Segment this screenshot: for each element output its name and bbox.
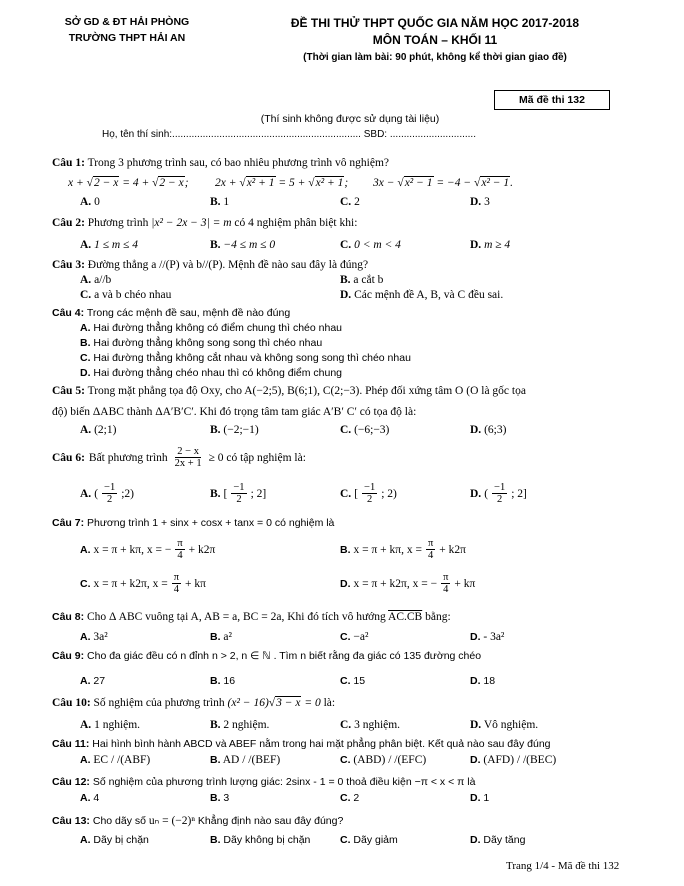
- numerator: π: [177, 538, 183, 549]
- q7-option-b[interactable]: [340, 538, 466, 561]
- q7-option-a[interactable]: [80, 538, 215, 561]
- q6-option-b[interactable]: [210, 482, 266, 505]
- q8-option-d[interactable]: [470, 631, 504, 643]
- option-key: C.: [340, 424, 352, 436]
- option-value: 16: [223, 675, 236, 687]
- q6-option-a[interactable]: [80, 482, 134, 505]
- eq-part: ;: [184, 177, 189, 189]
- option-key: A.: [80, 834, 91, 846]
- equation-1: x + √2 − x = 4 + √2 − x;: [68, 177, 189, 189]
- q5-option-b[interactable]: [210, 424, 259, 436]
- option-key: B.: [210, 675, 221, 687]
- radicand: 2 − x: [159, 177, 184, 189]
- q12-option-c[interactable]: [340, 792, 359, 804]
- question-text: Cho đa giác đều có n đỉnh n > 2, n ∈ ℕ . Tìm n biết rằng đa giác có 135 đường chéo: [87, 650, 482, 662]
- option-value: EC / /(ABF): [93, 754, 151, 766]
- q4-option-c[interactable]: [80, 352, 411, 364]
- q3-option-a[interactable]: [80, 274, 111, 286]
- numerator: π: [427, 538, 434, 549]
- option-key: A.: [80, 719, 92, 731]
- option-value: 3 nghiệm.: [354, 719, 401, 731]
- question-text: Số nghiệm của phương trình: [93, 697, 225, 709]
- q2-option-a[interactable]: [80, 239, 138, 251]
- option-value: 15: [353, 675, 366, 687]
- option-value: x = π + kπ, x =: [353, 543, 422, 556]
- question-text: Hai hình bình hành ABCD và ABEF nằm trong hai mặt phẳng phân biệt. Kết quả nào sau đây đúng: [92, 738, 551, 750]
- q2-option-c[interactable]: [340, 239, 401, 251]
- q13-option-a[interactable]: [80, 834, 149, 846]
- bracket: [: [223, 487, 228, 500]
- denominator: 2: [496, 494, 503, 506]
- question-text: là:: [323, 697, 336, 709]
- q9-option-c[interactable]: [340, 675, 365, 687]
- math-expression: (x² − 16): [227, 697, 269, 709]
- denominator: 2: [236, 494, 242, 506]
- option-key: A.: [80, 196, 92, 208]
- question-5: [52, 385, 526, 397]
- option-value: 4: [93, 792, 100, 804]
- denominator: 4: [427, 550, 434, 562]
- denominator: 4: [443, 584, 449, 596]
- q8-option-a[interactable]: [80, 631, 108, 643]
- question-10: Câu 10: Số nghiệm của phương trình (x² − 16)√3 − x = 0 là:: [52, 697, 336, 709]
- option-key: D.: [340, 577, 351, 590]
- option-key: A.: [80, 754, 91, 766]
- denominator: 4: [177, 550, 183, 562]
- question-label: Câu 4:: [52, 307, 85, 319]
- option-value: Dãy giảm: [353, 834, 398, 846]
- bracket: ; 2): [381, 487, 397, 500]
- eq-part: 3x −: [373, 177, 395, 189]
- option-key: A.: [80, 487, 92, 500]
- question-text: Số nghiệm của phương trình lượng giác: 2sinx - 1 = 0 thoả điều kiện −π < x < π là: [92, 776, 476, 788]
- q11-option-d[interactable]: [470, 754, 556, 766]
- option-key: B.: [210, 239, 221, 251]
- option-key: C.: [340, 792, 351, 804]
- q5-option-a[interactable]: [80, 424, 116, 436]
- question-label: Câu 13:: [52, 815, 90, 827]
- question-text: Bất phương trình: [88, 451, 168, 464]
- question-text: Phương trình 1 + sinx + cosx + tanx = 0 có nghiệm là: [87, 517, 335, 529]
- question-text: Trong mặt phẳng tọa độ Oxy, cho A(−2;5), B(6;1), C(2;−3). Phép đối xứng tâm O (O là gốc tọa: [87, 385, 526, 397]
- fraction: [172, 572, 181, 595]
- option-key: B.: [210, 834, 221, 846]
- radicand: x² − 1: [481, 177, 510, 189]
- question-7: [52, 517, 334, 529]
- option-value: 1 nghiệm.: [94, 719, 141, 731]
- equation-3: 3x − √x² − 1 = −4 − √x² − 1.: [373, 177, 514, 189]
- option-value: x = π + k2π, x = −: [353, 577, 438, 590]
- option-value: + k2π: [188, 543, 216, 556]
- school-name: TRƯỜNG THPT HẢI AN: [68, 32, 186, 44]
- department-name: SỞ GD & ĐT HẢI PHÒNG: [64, 16, 190, 28]
- option-value: 1: [483, 792, 490, 804]
- eq-part: = −4 −: [436, 177, 472, 189]
- option-value: 1 ≤ m ≤ 4: [94, 239, 138, 251]
- numerator: −1: [104, 482, 116, 493]
- eq-part: 2x +: [215, 177, 237, 189]
- q13-option-d[interactable]: [470, 834, 525, 846]
- bracket: ; 2]: [511, 487, 527, 500]
- question-label: Câu 3:: [52, 259, 85, 271]
- question-label: Câu 2:: [52, 217, 85, 229]
- option-key: D.: [340, 289, 352, 301]
- option-key: A.: [80, 543, 91, 556]
- option-key: D.: [470, 196, 482, 208]
- q6-option-d[interactable]: [470, 482, 527, 505]
- question-text: ≥ 0 có tập nghiệm là:: [208, 451, 306, 464]
- option-value: 1: [223, 196, 230, 208]
- option-value: (−6;−3): [354, 424, 390, 436]
- eq-part: = 5 +: [278, 177, 306, 189]
- page-footer: Trang 1/4 - Mã đề thi 132: [506, 860, 620, 872]
- q1-option-a[interactable]: [80, 196, 100, 208]
- question-label: Câu 12:: [52, 776, 90, 788]
- option-key: B.: [210, 719, 221, 731]
- denominator: 4: [173, 584, 179, 596]
- option-value: Hai đường thẳng không có điểm chung thì chéo nhau: [93, 322, 343, 334]
- fraction: [362, 482, 377, 505]
- option-key: C.: [340, 239, 352, 251]
- option-key: B.: [210, 792, 221, 804]
- option-value: + kπ: [454, 577, 476, 590]
- option-key: C.: [340, 487, 352, 500]
- q5-option-d[interactable]: [470, 424, 506, 436]
- question-text: có 4 nghiệm phân biệt khi:: [234, 217, 358, 229]
- q3-option-d[interactable]: [340, 289, 503, 301]
- option-key: C.: [80, 577, 91, 590]
- numerator: −1: [233, 482, 245, 493]
- eq-part: x +: [68, 177, 84, 189]
- question-label: Câu 10:: [52, 697, 91, 709]
- option-key: C.: [340, 196, 352, 208]
- option-key: A.: [80, 424, 92, 436]
- question-label: Câu 6:: [52, 451, 85, 464]
- option-value: 0 < m < 4: [354, 239, 401, 251]
- question-12: [52, 776, 475, 788]
- option-key: D.: [470, 834, 481, 846]
- q8-option-c[interactable]: [340, 631, 368, 643]
- bracket: (: [484, 487, 489, 500]
- question-9: [52, 650, 481, 662]
- vector-product: AC.CB: [388, 611, 423, 623]
- fraction: [441, 572, 450, 595]
- option-value: Hai đường thẳng chéo nhau thì có không điểm chung: [93, 367, 343, 379]
- q4-option-a[interactable]: [80, 322, 342, 334]
- option-key: A.: [80, 239, 92, 251]
- question-text: Cho dãy số: [92, 815, 146, 827]
- option-value: 0: [94, 196, 100, 208]
- option-key: B.: [210, 754, 221, 766]
- question-text: Trong các mệnh đề sau, mệnh đề nào đúng: [86, 307, 291, 319]
- q6-option-c[interactable]: [340, 482, 397, 505]
- fraction: [175, 538, 184, 561]
- option-value: Vô nghiệm.: [483, 719, 539, 731]
- option-key: A.: [80, 792, 91, 804]
- q2-option-d[interactable]: [470, 239, 510, 251]
- candidate-info-line: Họ, tên thí sinh:.................................................................... SBD: ...............................: [102, 129, 476, 140]
- exam-code: Mã đề thi 132: [519, 94, 585, 106]
- option-value: (6;3): [484, 424, 507, 436]
- radicand: 3 − x: [276, 697, 301, 709]
- math-expression: = 0: [304, 697, 321, 709]
- question-2: [52, 217, 357, 229]
- question-label: Câu 8:: [52, 611, 85, 623]
- question-8: [52, 611, 451, 623]
- option-key: C.: [340, 631, 351, 643]
- q9-option-b[interactable]: [210, 675, 235, 687]
- question-text: bằng:: [425, 611, 451, 623]
- q11-option-a[interactable]: [80, 754, 150, 766]
- math-expression: |x² − 2x − 3| = m: [151, 217, 232, 229]
- question-label: Câu 7:: [52, 517, 85, 529]
- option-value: (ABD) / /(EFC): [353, 754, 427, 766]
- q11-option-c[interactable]: [340, 754, 426, 766]
- option-value: Các mệnh đề A, B, và C đều sai.: [354, 289, 504, 301]
- q1-option-b[interactable]: [210, 196, 229, 208]
- option-value: −a²: [353, 631, 369, 643]
- option-key: D.: [470, 631, 481, 643]
- q4-option-b[interactable]: [80, 337, 322, 349]
- option-key: B.: [210, 631, 221, 643]
- q12-option-a[interactable]: [80, 792, 99, 804]
- option-key: B.: [340, 543, 351, 556]
- exam-title: ĐỀ THI THỬ THPT QUỐC GIA NĂM HỌC 2017-2018: [290, 16, 580, 30]
- option-value: a²: [223, 631, 232, 643]
- question-13: [52, 813, 343, 827]
- option-key: D.: [470, 754, 481, 766]
- option-value: Dãy tăng: [483, 834, 526, 846]
- option-key: D.: [470, 719, 482, 731]
- numerator: π: [443, 572, 449, 583]
- math-expression: uₙ = (−2)ⁿ: [148, 815, 195, 827]
- option-key: A.: [80, 322, 91, 334]
- numerator: 2 − x: [177, 446, 199, 457]
- option-key: B.: [210, 196, 221, 208]
- exam-duration: (Thời gian làm bài: 90 phút, không kể thời gian giao đề): [303, 52, 567, 63]
- radicand: 2 − x: [93, 177, 119, 189]
- question-label: Câu 9:: [52, 650, 85, 662]
- q12-option-d[interactable]: [470, 792, 489, 804]
- option-key: B.: [340, 274, 351, 286]
- numerator: π: [173, 572, 180, 583]
- option-value: AD / /(BEF): [222, 754, 281, 766]
- option-key: C.: [340, 754, 351, 766]
- option-key: D.: [80, 367, 91, 379]
- option-value: 2: [353, 792, 360, 804]
- bracket: ;2): [121, 487, 134, 500]
- question-label: Câu 1:: [52, 157, 85, 169]
- q3-option-c[interactable]: [80, 289, 171, 301]
- fraction: [492, 482, 507, 505]
- option-value: 2: [354, 196, 360, 208]
- question-text: Phương trình: [87, 217, 149, 229]
- option-value: (−2;−1): [223, 424, 259, 436]
- radicand: x² − 1: [404, 177, 433, 189]
- option-value: Dãy không bị chặn: [223, 834, 311, 846]
- numerator: −1: [364, 482, 376, 493]
- option-value: + kπ: [185, 577, 206, 590]
- fraction: [426, 538, 435, 561]
- option-value: Hai đường thẳng không song song thì chéo nhau: [93, 337, 323, 349]
- question-text: Khẳng định nào sau đây đúng?: [197, 815, 344, 827]
- option-key: A.: [80, 675, 91, 687]
- option-key: D.: [470, 792, 481, 804]
- eq-part: .: [510, 177, 514, 189]
- q1-option-c[interactable]: [340, 196, 360, 208]
- option-key: C.: [340, 675, 351, 687]
- option-key: A.: [80, 631, 91, 643]
- option-value: 3: [484, 196, 490, 208]
- question-6: [52, 446, 306, 469]
- q2-option-b[interactable]: [210, 239, 275, 251]
- option-key: C.: [80, 289, 92, 301]
- denominator: 2: [106, 494, 113, 506]
- radicand: x² + 1: [315, 177, 344, 189]
- option-value: x = π + k2π, x =: [93, 577, 168, 590]
- equation-2: 2x + √x² + 1 = 5 + √x² + 1;: [215, 177, 349, 189]
- option-key: C.: [340, 834, 351, 846]
- option-key: D.: [470, 675, 481, 687]
- option-value: 3a²: [93, 631, 108, 643]
- option-value: −4 ≤ m ≤ 0: [223, 239, 276, 251]
- notice: (Thí sinh không được sử dụng tài liệu): [260, 113, 440, 125]
- q10-option-b[interactable]: [210, 719, 269, 731]
- q13-option-b[interactable]: [210, 834, 310, 846]
- question-4: [52, 307, 290, 319]
- option-value: 3: [223, 792, 230, 804]
- question-text: Trong 3 phương trình sau, có bao nhiêu phương trình vô nghiệm?: [87, 157, 390, 169]
- q10-option-a[interactable]: [80, 719, 140, 731]
- question-3: [52, 259, 368, 271]
- q10-option-d[interactable]: [470, 719, 538, 731]
- option-key: C.: [340, 719, 352, 731]
- eq-part: ;: [344, 177, 349, 189]
- question-text: Đường thẳng a //(P) và b//(P). Mệnh đề nào sau đây là đúng?: [87, 259, 369, 271]
- option-key: D.: [470, 424, 482, 436]
- q11-option-b[interactable]: [210, 754, 280, 766]
- q8-option-b[interactable]: [210, 631, 232, 643]
- fraction: [102, 482, 117, 505]
- option-key: B.: [80, 337, 91, 349]
- eq-part: = 4 +: [122, 177, 150, 189]
- option-value: x = π + kπ, x = −: [93, 543, 172, 556]
- q9-option-d[interactable]: [470, 675, 495, 687]
- radicand: x² + 1: [246, 177, 275, 189]
- option-value: 27: [93, 675, 106, 687]
- option-value: (2;1): [94, 424, 117, 436]
- bracket: ; 2]: [250, 487, 267, 500]
- option-key: D.: [470, 239, 482, 251]
- q1-option-d[interactable]: [470, 196, 490, 208]
- option-value: + k2π: [439, 543, 466, 556]
- option-value: Dãy bị chặn: [93, 834, 149, 846]
- numerator: −1: [494, 482, 506, 493]
- question-5-line-2: độ) biến ΔABC thành ΔA′B′C′. Khi đó trọng tâm tam giác A′B′ C′ có tọa độ là:: [52, 406, 417, 418]
- question-1: [52, 157, 389, 169]
- q5-option-c[interactable]: [340, 424, 389, 436]
- q9-option-a[interactable]: [80, 675, 105, 687]
- denominator: 2: [366, 494, 373, 506]
- question-label: Câu 11:: [52, 738, 90, 750]
- option-value: m ≥ 4: [484, 239, 511, 251]
- q12-option-b[interactable]: [210, 792, 229, 804]
- option-value: (AFD) / /(BEC): [483, 754, 557, 766]
- fraction: [173, 446, 204, 469]
- q7-option-c[interactable]: [80, 572, 206, 595]
- option-value: Hai đường thẳng không cắt nhau và không song song thì chéo nhau: [93, 352, 411, 364]
- option-value: a và b chéo nhau: [94, 289, 172, 301]
- q13-option-c[interactable]: [340, 834, 398, 846]
- bracket: (: [94, 487, 99, 500]
- option-value: a//b: [94, 274, 112, 286]
- option-key: D.: [470, 487, 482, 500]
- option-key: C.: [80, 352, 91, 364]
- q4-option-d[interactable]: [80, 367, 342, 379]
- option-value: 18: [483, 675, 496, 687]
- q7-option-d[interactable]: [340, 572, 475, 595]
- denominator: 2x + 1: [174, 458, 202, 470]
- fraction: [231, 482, 246, 505]
- question-text: Cho Δ ABC vuông tại A, AB = a, BC = 2a, Khi đó tích vô hướng: [86, 611, 386, 623]
- subject-title: MÔN TOÁN – KHỐI 11: [372, 33, 498, 47]
- q3-option-b[interactable]: [340, 274, 383, 286]
- bracket: [: [354, 487, 359, 500]
- option-key: A.: [80, 274, 92, 286]
- question-label: Câu 5:: [52, 385, 85, 397]
- q10-option-c[interactable]: [340, 719, 400, 731]
- option-key: B.: [210, 424, 221, 436]
- option-value: - 3a²: [483, 631, 505, 643]
- option-value: 2 nghiệm.: [223, 719, 270, 731]
- option-key: B.: [210, 487, 221, 500]
- question-11: [52, 738, 551, 750]
- exam-code-box: [494, 90, 610, 110]
- option-value: a cắt b: [353, 274, 384, 286]
